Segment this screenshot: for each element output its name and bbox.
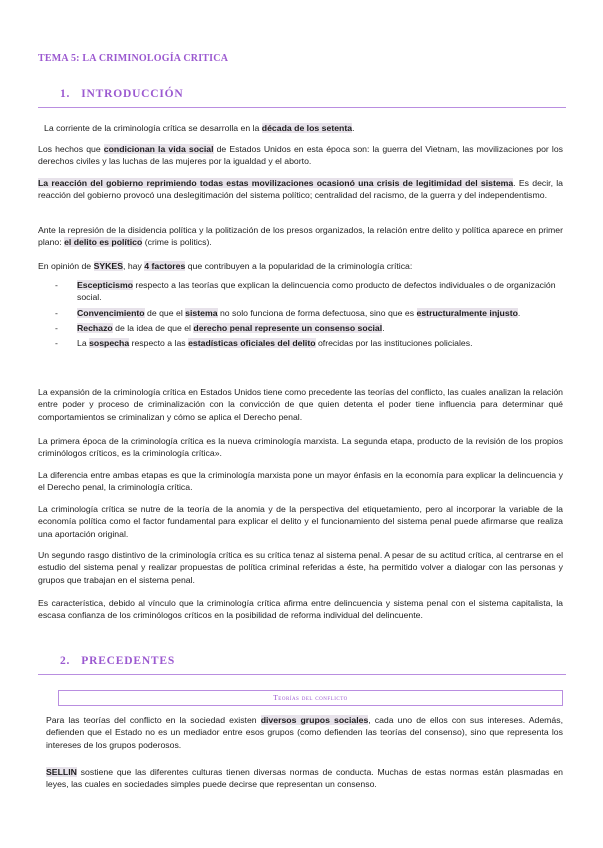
highlight: el delito es político: [64, 237, 143, 248]
text: respecto a las: [129, 338, 189, 349]
paragraph: [38, 260, 563, 272]
section-title: PRECEDENTES: [81, 655, 176, 667]
highlight: condicionan la vida social: [103, 144, 214, 154]
text: no solo funciona de forma defectuosa, sino que es: [217, 307, 417, 318]
highlight: La reacción del gobierno reprimiendo todas estas movilizaciones ocasionó una crisis de legitimidad del sistema: [38, 178, 514, 188]
text: La corriente de la criminología crítica se desarrolla en la: [44, 123, 262, 133]
bullet-dash: -: [55, 307, 58, 318]
text: de la idea de que el: [112, 322, 194, 333]
highlight: Escepticismo: [77, 280, 134, 290]
text: que contribuyen a la popularidad de la criminología crítica:: [185, 261, 413, 271]
paragraph: [46, 766, 563, 791]
section-number: 1.: [60, 88, 71, 100]
highlight: Convencimiento: [77, 307, 145, 318]
paragraph: La expansión de la criminología crítica en Estados Unidos tiene como precedente las teorías del conflicto, las cuales analizan la relación entre poder y proceso de criminalización con la convicción de que quien detenta el poder tiene influencia para determinar qué comportamientos se criminalizan y cómo se aplica el Derecho penal.: [38, 387, 563, 422]
section-heading-introduccion: [38, 88, 566, 108]
paragraph: [38, 143, 563, 168]
paragraph: La diferencia entre ambas etapas es que la criminología marxista pone un mayor énfasis en la economía para explicar la delincuencia y el Derecho penal, la criminología crítica.: [38, 470, 563, 493]
section-number: 2.: [60, 655, 71, 667]
list-item: [55, 279, 563, 304]
bullet-dash: -: [55, 338, 58, 349]
text: (crime is politics).: [142, 237, 212, 248]
text: . Es decir, la reacción del gobierno provocó una deslegitimación del sistema político; centralidad del racismo, de la guerra y del independentismo.: [38, 178, 563, 201]
document-title: TEMA 5: LA CRIMINOLOGÍA CRITICA: [38, 53, 229, 64]
text: ofrecidas por las instituciones policiales.: [315, 338, 473, 349]
text: .: [352, 123, 355, 133]
paragraph: Un segundo rasgo distintivo de la criminología crítica es su crítica tenaz al sistema penal. A pesar de su actitud crítica, al centrarse en el estudio del sistema penal y realizar propuestas de política criminal referidas a éste, ha permitido volver a dialogar con las personas y grupos que trabajan en el sistema penal.: [38, 550, 563, 585]
text: .: [382, 322, 385, 333]
paragraph: [38, 177, 563, 202]
highlight: 4 factores: [144, 261, 186, 271]
highlight: década de los setenta: [261, 123, 353, 133]
text: Los hechos que: [38, 144, 104, 154]
highlight: derecho penal represente un consenso social: [193, 322, 383, 333]
highlight: Rechazo: [77, 322, 113, 333]
text: de Estados Unidos en esta época son: la guerra del Vietnam, las movilizaciones por los derechos civiles y las luchas de las mujeres por la igualdad y el aborto.: [38, 144, 563, 167]
factors-list: [55, 279, 563, 352]
list-item: [55, 337, 563, 349]
subsection-title-box: [58, 690, 563, 706]
text: de que el: [144, 307, 186, 318]
text: sostiene que las diferentes culturas tienen diversas normas de conducta. Muchas de estas normas están plasmadas en leyes, las cuales en sociedades simples puede decirse que representan un consenso.: [46, 767, 563, 790]
paragraph: [46, 714, 563, 751]
text: , hay: [123, 261, 145, 271]
bullet-dash: -: [55, 280, 58, 290]
paragraph: [38, 224, 563, 249]
highlight: diversos grupos sociales: [260, 715, 369, 725]
paragraph: Es característica, debido al vínculo que la criminología crítica afirma entre delincuencia y sistema penal con el sistema capitalista, la escasa confianza de los criminólogos críticos en la posibilidad de reforma individual del delincuente.: [38, 598, 563, 621]
text: Para las teorías del conflicto en la sociedad existen: [46, 715, 261, 725]
text: respecto a las teorías que explican la delincuencia como producto de defectos individuales o de organización social.: [77, 280, 556, 303]
highlight: estructuralmente injusto: [416, 307, 518, 318]
paragraph: La criminología crítica se nutre de la teoría de la anomia y de la perspectiva del etiquetamiento, pero al incorporar la variable de la economía política como el factor fundamental para explicar el delito y el funcionamiento del sistema penal puede afirmarse que realiza una aportación original.: [38, 504, 563, 539]
list-item: [55, 307, 563, 319]
highlight: sistema: [185, 307, 218, 318]
section-heading-precedentes: [38, 655, 566, 675]
text: La: [77, 338, 90, 349]
paragraph: [44, 122, 569, 134]
paragraph: La primera época de la criminología crítica es la nueva criminología marxista. La segunda etapa, producto de la revisión de los propios criminólogos críticos, es la criminología crítica».: [38, 436, 563, 459]
highlight: sospecha: [89, 338, 130, 349]
section-title: INTRODUCCIÓN: [81, 88, 184, 100]
text: En opinión de: [38, 261, 94, 271]
list-item: [55, 322, 563, 334]
text: , cada uno de ellos con sus intereses. Además, defienden que el Estado no es un mediador entre esos grupos (como defienden las teorías del consenso), sino que representa los intereses de los grupos poderosos.: [46, 715, 563, 750]
text: Ante la represión de la disidencia política y la politización de los presos organizados, la relación entre delito y política aparece en primer plano:: [38, 225, 563, 248]
subsection-title: Teorías del conflicto: [273, 693, 348, 702]
highlight: SELLIN: [46, 767, 77, 777]
highlight: SYKES: [93, 261, 124, 271]
bullet-dash: -: [55, 322, 58, 333]
highlight: estadísticas oficiales del delito: [188, 338, 316, 349]
text: .: [517, 307, 521, 318]
